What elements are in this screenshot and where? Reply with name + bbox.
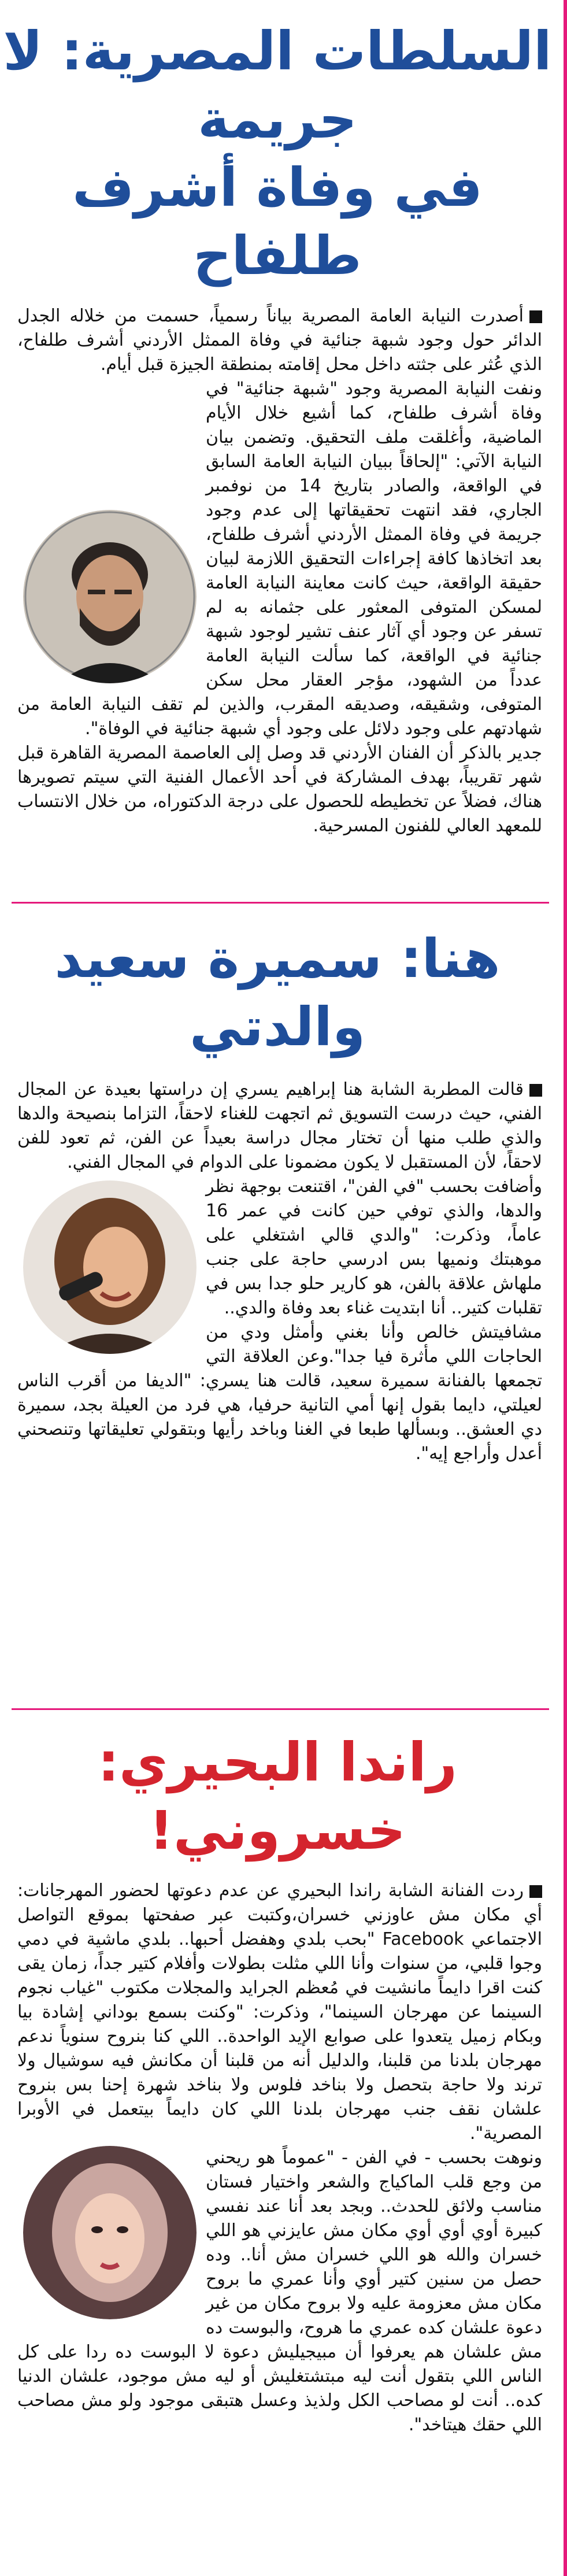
article-talfah	[0, 17, 555, 838]
article-paragraph: أصدرت النيابة العامة المصرية بياناً رسمياً، حسمت من خلاله الجدل الدائر حول وجود شبهة جنائية في وفاة الممثل الأردني أشرف طلفاح، الذي عُثر على جثته داخل محل إقامته بمنطقة الجيزة قبل أيام.	[17, 306, 542, 375]
photo-randa-elbehery	[23, 2146, 197, 2319]
article-talfah-body	[0, 304, 555, 838]
photo-hana-yousry	[23, 1180, 197, 1354]
bullet-square-icon	[529, 310, 542, 323]
bullet-square-icon	[529, 1084, 542, 1097]
article-hana-body	[0, 1078, 555, 1466]
article-paragraph: جدير بالذكر أن الفنان الأردني قد وصل إلى العاصمة المصرية القاهرة قبل شهر تقريباً، بهدف المشاركة في أحد الأعمال الفنية التي سيتم تصويرها هناك، فضلاً عن تخطيطه للحصول على درجة الدكتوراه، من خلال الانتساب للمعهد العالي للفنون المسرحية.	[17, 743, 542, 836]
article-randa-body	[0, 1879, 555, 2437]
headline-talfah-line2: في وفاة أشرف طلفاح	[72, 157, 483, 287]
article-paragraph: ونفت النيابة المصرية وجود "شبهة جنائية" في وفاة أشرف طلفاح، كما أشيع خلال الأيام الماضية، وأغلقت ملف التحقيق. وتضمن بيان النيابة الآتي: "إلحاقاً ببيان النيابة العامة السابق في الواقعة، والصادر بتاريخ 14 من نوفمبر الجاري، فقد انتهت تحقيقاتها إلى عدم وجود جريمة في وفاة الممثل الأردني أشرف طلفاح، بعد اتخاذها كافة إجراءات التحقيق اللازمة لبيان حقيقة الواقعة، حيث كانت معاينة النيابة العامة لمسكن المتوفى المعثور على جثمانه به لم تسفر عن وجود أي آثار عنف تشير لوجود شبهة جنائية في الواقعة، كما سألت النيابة العامة عدداً من الشهود، مؤجر العقار محل سكن المتوفى، وشقيقه، وصديقه المقرب، والذين لم تقف النيابة العامة من شهادتهم على وجود دلائل على وجود أي شبهة جنائية في الوفاة".	[17, 379, 542, 739]
bullet-square-icon	[529, 1885, 542, 1898]
section-divider	[12, 1708, 549, 1710]
portrait-woman-singing-image	[23, 1180, 197, 1354]
headline-randa: راندا البحيري: خسروني!	[98, 1731, 457, 1861]
article-paragraph: ردت الفنانة الشابة راندا البحيري عن عدم دعوتها لحضور المهرجانات: أي مكان مش عاوزني خسران،وكتبت عبر صفحتها بموقع التواصل الاجتماعي Facebook "بحب بلدي وهفضل أحبها.. بلدي ماشية في دمي وجوا قلبي، من سنوات وأنا اللي مثلت بطولات وأفلام كتير جداً، زمان يقى كنت اقرا دايماً مانشيت في مُعظم الجرايد والمجلات مكتوب "غياب نجوم السينما عن مهرجان السينما"، وذكرت: "وكنت بسمع بوداني إشادة بيا وبكام زميل يتعدوا على صوابع الإيد الواحدة.. اللي كنا بنروح سنوياً ندعم مهرجان بلدنا من قلبنا، والدليل أنه من قلبنا أن مكانش فيه سوشيال ولا ترند ولا حاجة بتحصل ولا بناخد فلوس ولا بناخد شهرة إحنا بس بنروح علشان نقف جنب مهرجان بلدنا اللي كان دايماً بيتعمل في الأوبرا المصرية".	[17, 1881, 542, 2144]
headline-talfah-line1: السلطات المصرية: لا جريمة	[3, 20, 552, 150]
article-paragraph: وأضافت بحسب "في الفن"، اقتنعت بوجهة نظر والدها، والذي توفي حين كانت في عمر 16 عاماً، وذكرت: "والدي قالي اشتغلي على موهبتك ونميها بس ادرسي حاجة على جنب ملهاش علاقة بالفن، هو كارير حلو جدا بس في تقلبات كتير.. أنا ابتديت غناء بعد وفاة والدي..	[206, 1176, 542, 1318]
headline-hana: هنا: سميرة سعيد والدتي	[54, 928, 501, 1058]
article-hana	[0, 925, 555, 1466]
portrait-man-image	[23, 510, 197, 683]
section-divider	[12, 902, 549, 904]
article-randa	[0, 1729, 555, 2437]
article-paragraph: مشافيتش خالص وأنا بغني وأمثل ودي من الحاجات اللي مأثرة فيا جدا".وعن العلاقة التي تجمعها بالفنانة سميرة سعيد، قالت هنا يسري: "الديفا من أقرب الناس لعيلتي، دايما بقول إنها أمي التانية حرفيا، هي فرد من العيلة بجد، سميرة دي العشق.. وبسألها طبعا في الغنا وباخد رأيها وبتقولي تعليقاتها وتنصحني أعدل وأراجع إيه".	[17, 1322, 542, 1464]
page-edge-stripe	[564, 0, 567, 2576]
article-paragraph: قالت المطربة الشابة هنا إبراهيم يسري إن دراستها بعيدة عن المجال الفني، حيث درست التسويق ثم اتجهت للغناء لاحقاً، التزاما بنصيحة والدها والذي طلب منها أن تختار مجال دراسة بعيداً عن الفن، ثم تعود للفن لاحقاً، لأن المستقبل لا يكون مضمونا على الدوام في المجال الفني.	[17, 1079, 542, 1172]
photo-ashraf-talfah	[23, 510, 197, 683]
article-paragraph: ونوهت بحسب - في الفن - "عموماً هو ريحني من وجع قلب الماكياج والشعر واختيار فستان مناسب ولائق للحدث.. وبجد بعد أنا عند نفسي كبيرة أوي أوي أوي مكان مش عايزني هو اللي خسران والله هو اللي خسران مش أنا.. وده حصل من سنين كتير أوي وأنا عمري ما بروح مكان مش معزومة عليه ولا بروح مكان من غير دعوة علشان كده عمري ما هروح، والبوست ده مش علشان هم يعرفوا أن مبيجيليش دعوة لا البوست ده ردا على كل الناس اللي بتقول أنت ليه مبتشتغليش أو ليه مش موجود، علشان الدنيا كده.. أنت لو مصاحب الكل ولذيذ وعسل هتبقى موجود ولو مش مصاحب اللي حقك هيتاخد".	[17, 2148, 542, 2435]
portrait-woman-image	[23, 2146, 197, 2319]
